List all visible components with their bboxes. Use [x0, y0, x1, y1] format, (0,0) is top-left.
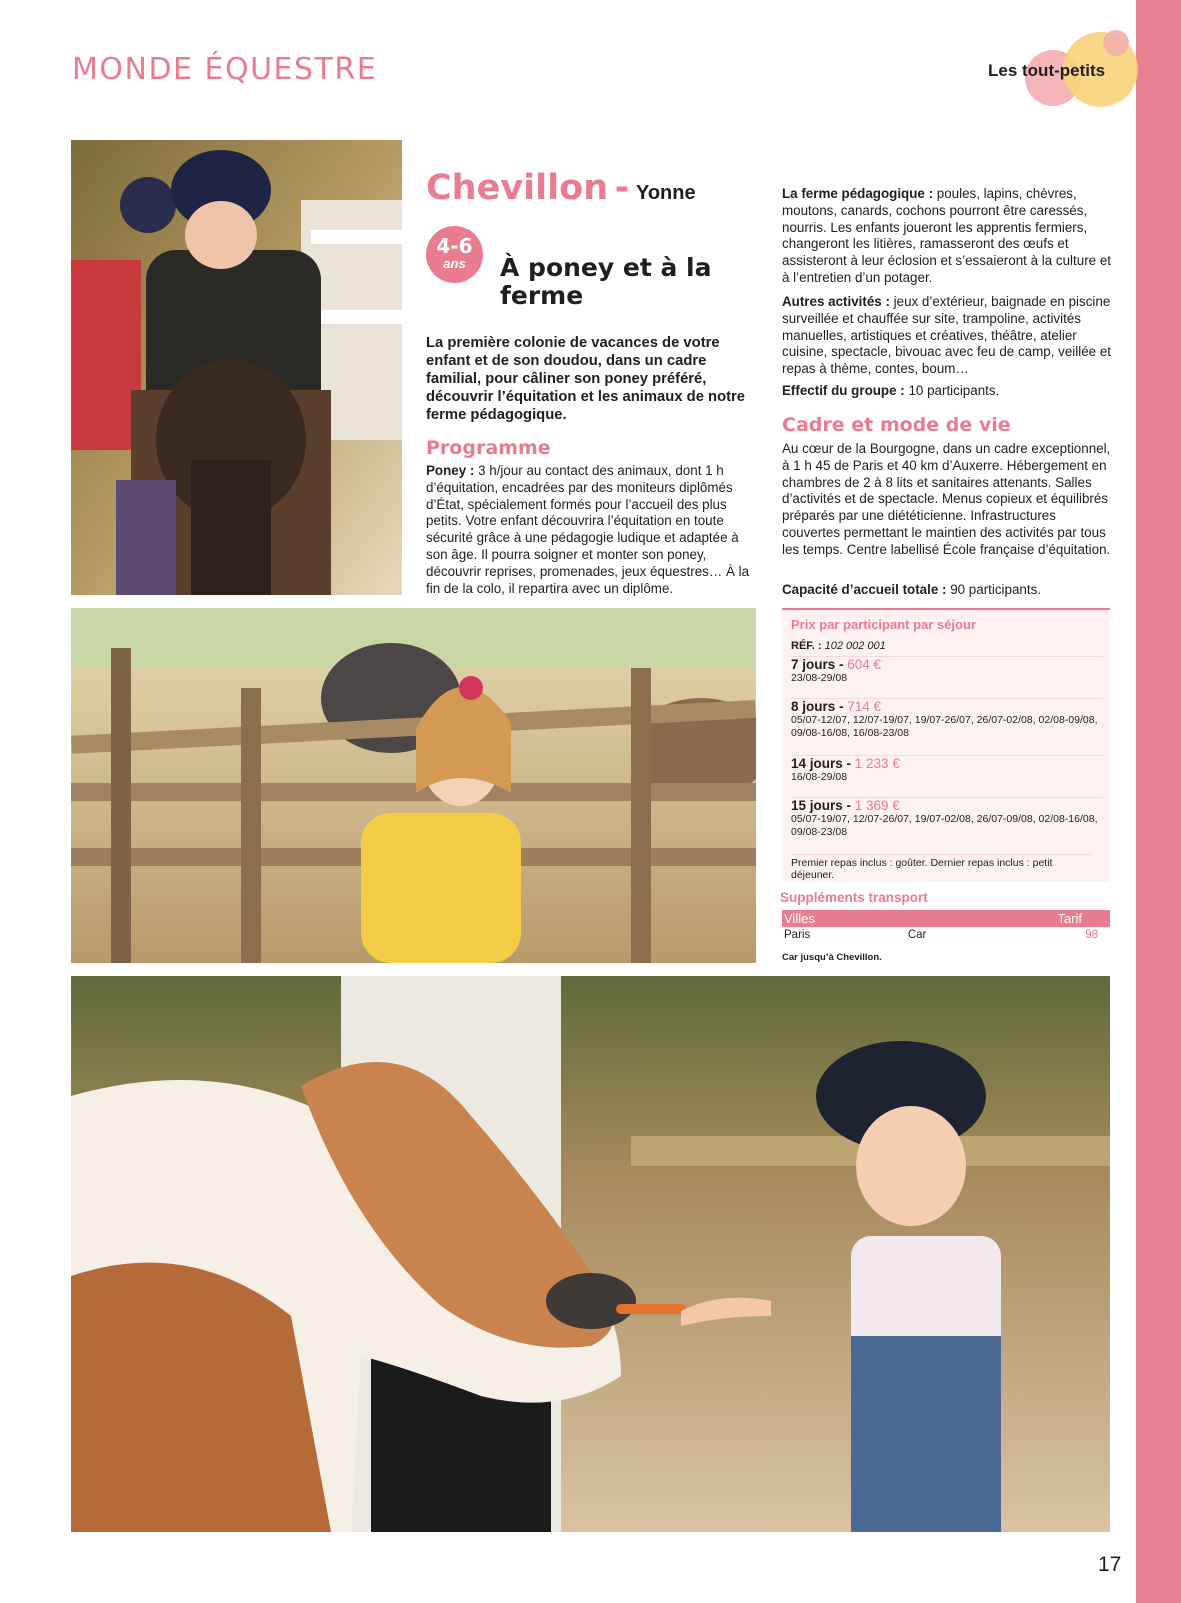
- cadre-heading: Cadre et mode de vie: [782, 414, 1011, 436]
- price-box: [782, 608, 1110, 882]
- capacity-text: 90 participants.: [946, 582, 1042, 597]
- price-duration: 8 jours -: [791, 699, 848, 714]
- programme-heading: Programme: [426, 437, 551, 459]
- table-row: [782, 927, 1110, 942]
- group-size-text: 10 participants.: [904, 383, 1000, 398]
- stay-location-dash: -: [614, 168, 630, 208]
- price-line: [791, 657, 1103, 672]
- photo-girl-at-fence: [71, 608, 756, 963]
- transport-price: 98: [1085, 928, 1098, 941]
- price-option: [791, 698, 1103, 740]
- poney-label: Poney :: [426, 463, 475, 478]
- section-title: MONDE ÉQUESTRE: [72, 52, 378, 87]
- category-label: Les tout-petits: [988, 61, 1106, 80]
- transport-header-row: [782, 910, 1110, 927]
- price-duration: 14 jours -: [791, 756, 855, 771]
- transport-col-mode: [884, 910, 950, 927]
- age-badge: [426, 226, 483, 283]
- transport-col-price: Tarif: [950, 910, 1110, 927]
- price-line: [791, 756, 1103, 771]
- stay-town: Chevillon: [426, 168, 609, 208]
- prices-ref-label: RÉF. :: [791, 640, 822, 652]
- price-dates: 05/07-19/07, 12/07-26/07, 19/07-02/08, 26/07-09/08, 02/08-16/08, 09/08-23/08: [791, 813, 1098, 838]
- transport-mode: Car: [907, 928, 927, 941]
- transport-heading: Suppléments transport: [780, 890, 928, 905]
- poney-paragraph: [426, 463, 756, 597]
- transport-note: Car jusqu’à Chevillon.: [782, 952, 882, 963]
- price-option: [791, 755, 1103, 784]
- meal-note: Premier repas inclus : goûter. Dernier repas inclus : petit déjeuner.: [791, 854, 1091, 881]
- page-number: 17: [1098, 1553, 1122, 1576]
- price-amount: 714 €: [847, 699, 882, 714]
- farm-paragraph: [782, 186, 1112, 287]
- price-line: [791, 699, 1103, 714]
- age-range: 4-6: [436, 234, 473, 258]
- cadre-paragraph: Au cœur de la Bourgogne, dans un cadre exceptionnel, à 1 h 45 de Paris et 40 km d’Auxerre. Hébergement en chambres de 2 à 8 lits et sanitaires attenants. Salles d’activités et de spectacle. Menus copieux et équilibrés préparés par une diététicienne. Infrastructures couvertes permettant le maintien des activités par tous les temps. Centre labellisé École française d’équitation.: [782, 441, 1111, 557]
- other-activities-paragraph: [782, 294, 1112, 378]
- stay-intro: La première colonie de vacances de votre enfant et de son doudou, dans un cadre familial, pour câliner son poney préféré, découvrir l’équitation et les animaux de notre ferme pédagogique.: [426, 335, 746, 423]
- capacity-paragraph: [782, 582, 1112, 599]
- group-size-label: Effectif du groupe :: [782, 383, 905, 398]
- transport-table: [782, 910, 1110, 942]
- price-dates: 23/08-29/08: [791, 672, 848, 684]
- price-duration: 15 jours -: [791, 798, 855, 813]
- price-dates: 05/07-12/07, 12/07-19/07, 19/07-26/07, 26/07-02/08, 02/08-09/08, 09/08-16/08, 16/08-23/08: [791, 714, 1098, 739]
- transport-city: Paris: [784, 928, 811, 941]
- price-amount: 1 233 €: [854, 756, 900, 771]
- page-edge-band: [1136, 0, 1181, 1603]
- prices-ref-value: 102 002 001: [821, 640, 886, 652]
- group-size-paragraph: [782, 383, 1112, 400]
- other-activities-text: jeux d’extérieur, baignade en piscine surveillée et chauffée sur site, trampoline, activités manuelles, artistiques et créatives, théâtre, atelier cuisine, spectacle, bivouac avec feu de camp, veillée et repas à thème, contes, boum…: [782, 294, 1111, 377]
- price-option: [791, 797, 1103, 839]
- price-amount: 604 €: [847, 657, 882, 672]
- capacity-label: Capacité d’accueil totale :: [782, 582, 947, 597]
- category-badge: [968, 30, 1136, 110]
- category-circle-small: [1103, 30, 1129, 56]
- photo-child-riding-pony: [71, 140, 402, 595]
- farm-label: La ferme pédagogique :: [782, 186, 934, 201]
- price-duration: 7 jours -: [791, 657, 848, 672]
- farm-text: poules, lapins, chèvres, moutons, canards, cochons pourront être caressés, nourris. Les enfants joueront les apprentis fermiers, changeront les litières, ramasseront des œufs et assisteront à leur éclosion et s’essaieront à la culture et à l’entretien d’un potager.: [782, 186, 1111, 285]
- prices-reference: [791, 640, 886, 652]
- stay-title: À poney et à la ferme: [500, 253, 712, 310]
- price-line: [791, 798, 1103, 813]
- photo-girl-feeding-pony: [71, 976, 1110, 1532]
- poney-text: 3 h/jour au contact des animaux, dont 1 h d’équitation, encadrées par des moniteurs diplômés d’État, spécialement formés pour l’accueil des plus petits. Votre enfant découvrira l’équitation en toute sécurité grâce à une pédagogie ludique et adaptée à son âge. Il pourra soigner et monter son poney, découvrir reprises, promenades, jeux équestres… À la fin de la colo, il repartira avec un diplôme.: [426, 463, 750, 596]
- other-activities-label: Autres activités :: [782, 294, 890, 309]
- price-amount: 1 369 €: [854, 798, 900, 813]
- stay-location: [426, 168, 696, 208]
- prices-title: Prix par participant par séjour: [791, 617, 976, 632]
- stay-department: Yonne: [635, 182, 696, 204]
- price-dates: 16/08-29/08: [791, 771, 848, 783]
- transport-col-city: Villes: [782, 910, 884, 927]
- price-option: [791, 656, 1103, 685]
- age-unit: ans: [443, 256, 466, 271]
